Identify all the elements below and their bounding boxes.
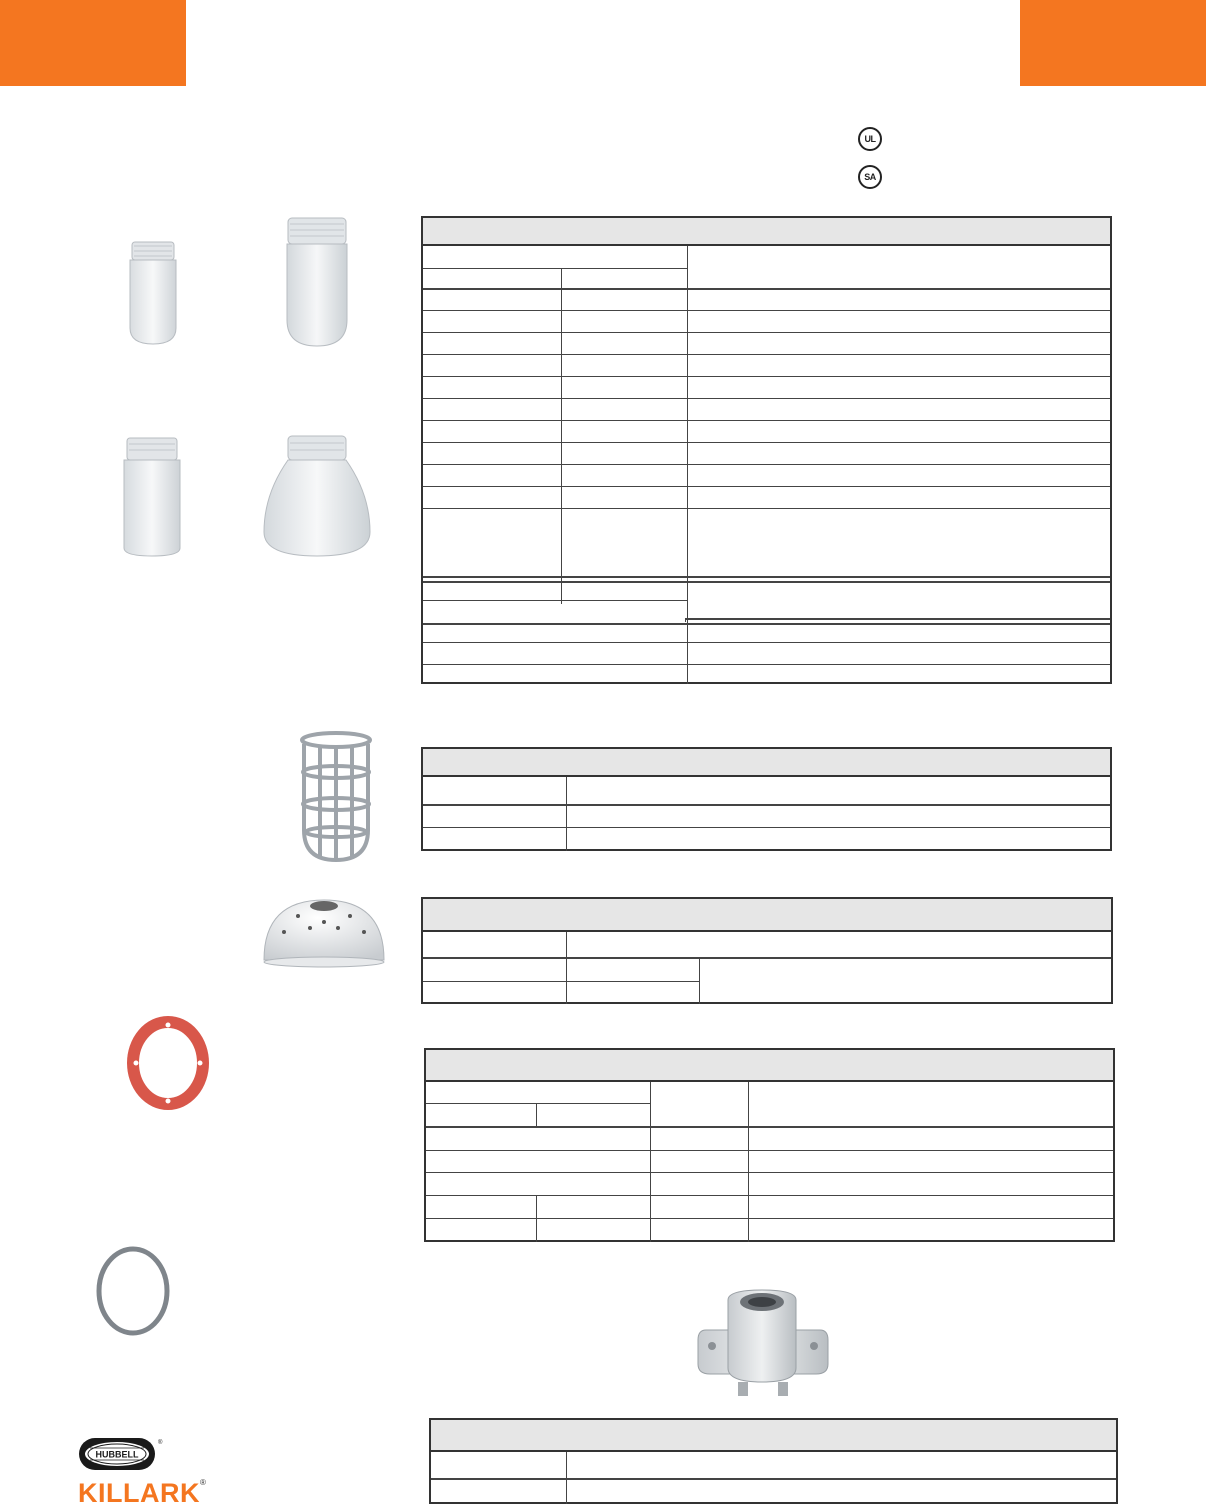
socket-table-header — [431, 1420, 1116, 1452]
gasket-table-header — [426, 1050, 1113, 1082]
killark-wordmark-text: KILLARK — [78, 1478, 200, 1508]
svg-text:HUBBELL: HUBBELL — [95, 1449, 139, 1460]
guard-table-header — [423, 749, 1110, 777]
small-jar-globe-image — [126, 240, 180, 346]
gasket-table — [424, 1048, 1115, 1242]
tapered-globe-image — [262, 434, 372, 558]
socket-table — [429, 1418, 1118, 1504]
registered-mark: ® — [199, 1478, 206, 1487]
globe-table-header — [423, 218, 1110, 246]
brand-logo — [78, 1436, 206, 1506]
dome-reflector-image — [262, 894, 386, 968]
porcelain-socket-image — [696, 1286, 830, 1400]
guard-table — [421, 747, 1112, 851]
ul-mark-label: UL — [864, 134, 876, 144]
reflector-table-header — [423, 899, 1111, 932]
header-block-left — [0, 0, 186, 86]
red-gasket-image — [128, 1014, 208, 1112]
svg-text:®: ® — [158, 1440, 163, 1446]
killark-wordmark — [78, 1478, 206, 1506]
csa-mark-label: SA — [864, 172, 876, 182]
ul-listed-icon — [858, 127, 882, 151]
large-jar-globe-image — [284, 216, 350, 348]
grey-gasket-image — [94, 1244, 172, 1338]
csa-certified-icon — [858, 165, 882, 189]
straight-cylinder-globe-image — [121, 436, 183, 558]
wire-guard-image — [298, 730, 374, 864]
hubbell-logo-icon — [78, 1436, 162, 1474]
globe-table — [421, 216, 1112, 684]
reflector-table — [421, 897, 1113, 1004]
header-block-right — [1020, 0, 1206, 86]
